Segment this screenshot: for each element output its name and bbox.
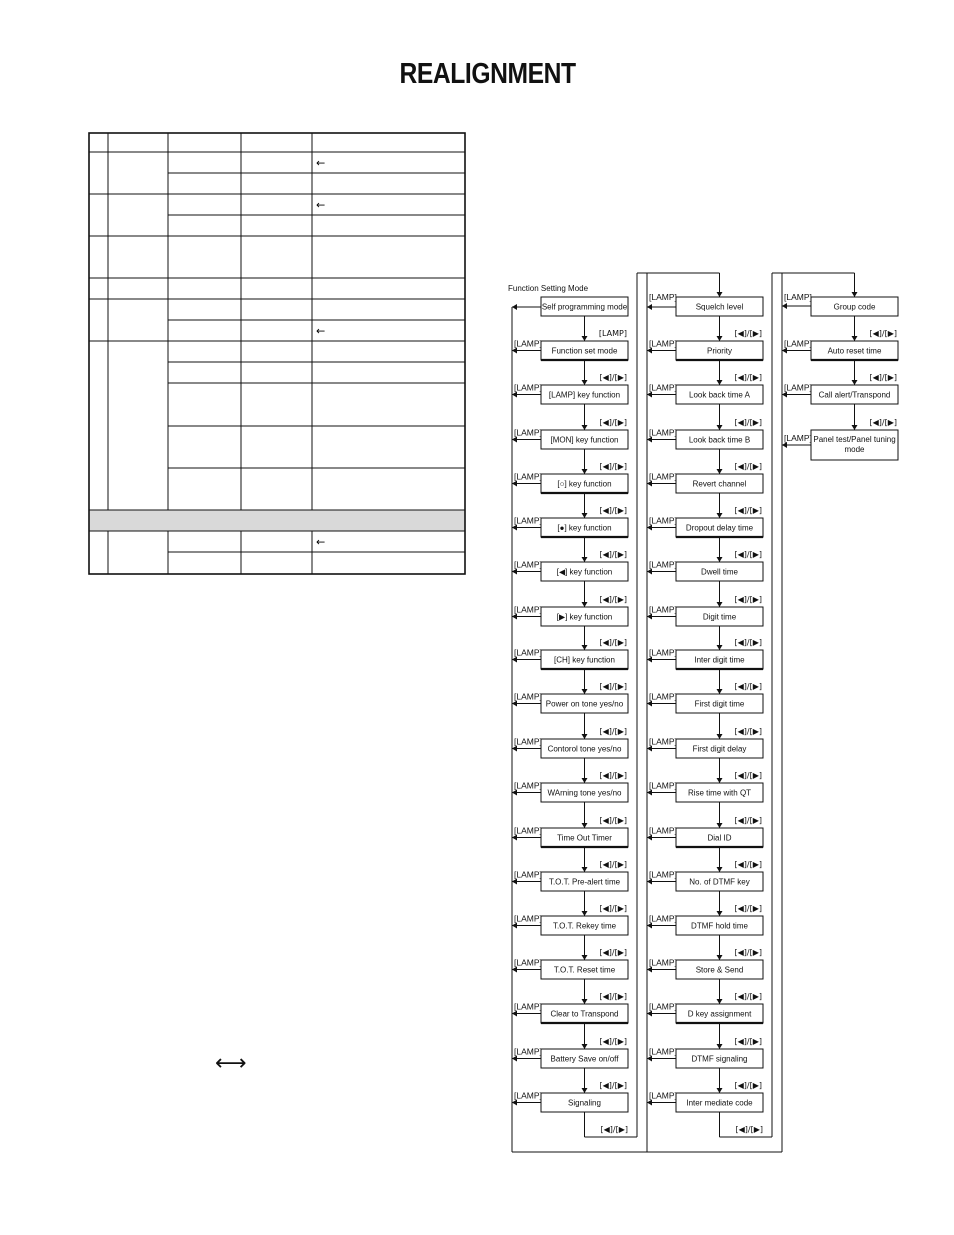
arrow-head-down [717,645,723,650]
function-box-label: First digit delay [692,744,747,754]
arrow-head-down [582,602,588,607]
function-box-label: [LAMP] key function [548,390,621,400]
key-arrows-label: [◀]/[▶] [734,638,762,647]
function-box-label: Look back time B [688,435,751,445]
lamp-label: [LAMP] [514,691,542,702]
key-arrows-label: [◀]/[▶] [599,638,627,647]
key-arrows-label: [◀]/[▶] [599,860,627,869]
function-box-label: Priority [707,346,732,356]
lamp-label: [LAMP] [649,471,677,482]
function-box-label: Contorol tone yes/no [547,744,622,754]
arrow-head-down [717,999,723,1004]
lamp-label: [LAMP] [514,647,542,658]
arrow-head-down [582,513,588,518]
function-box-label: WArning tone yes/no [547,788,622,798]
arrow-head-down [582,645,588,650]
key-arrows-label: [LAMP] [598,329,627,338]
lamp-label: [LAMP] [649,1090,677,1101]
arrow-head-down [717,469,723,474]
lamp-label: [LAMP] [514,957,542,968]
function-box-label: DTMF hold time [691,921,748,931]
arrow-head-down [852,336,858,341]
arrow-head-down [582,1044,588,1049]
key-arrows-label: [◀]/[▶] [869,329,897,338]
function-box-label: Panel test/Panel tuning mode [813,435,896,454]
lamp-label: [LAMP] [514,825,542,836]
function-box-label: Call alert/Transpond [818,390,891,400]
function-box-label: Group code [833,302,876,312]
key-arrows-label: [◀]/[▶] [599,992,627,1001]
key-arrows-label: [◀]/[▶] [734,816,762,825]
lamp-label: [LAMP] [514,1001,542,1012]
lamp-label: [LAMP] [649,559,677,570]
function-box-label: Revert channel [692,479,747,489]
lamp-label: [LAMP] [784,382,812,393]
key-arrows-label: [◀]/[▶] [599,1081,627,1090]
table-left-arrow: ← [316,535,326,549]
lamp-label: [LAMP] [649,1046,677,1057]
key-arrows-label: [◀]/[▶] [734,418,762,427]
arrow-head-down [717,955,723,960]
lamp-label: [LAMP] [649,913,677,924]
key-arrows-label: [◀]/[▶] [599,550,627,559]
function-box-label: [◀] key function [556,567,613,577]
function-box-label: Inter digit time [694,655,745,665]
function-box-label: Squelch level [695,302,744,312]
arrow-head-down [717,336,723,341]
key-arrows-label: [◀]/[▶] [734,550,762,559]
lamp-label: [LAMP] [649,1001,677,1012]
lamp-label: [LAMP] [514,559,542,570]
key-arrows-label: [◀]/[▶] [734,682,762,691]
arrow-head-down [582,911,588,916]
lamp-label: [LAMP] [649,825,677,836]
function-box-label: Inter mediate code [686,1098,753,1108]
lamp-label: [LAMP] [784,292,812,302]
key-arrows-label: [◀]/[▶] [599,904,627,913]
key-arrows-label: [◀]/[▶] [599,948,627,957]
function-box-label: Dropout delay time [685,523,754,533]
function-box-label: First digit time [694,699,745,709]
lamp-label: [LAMP] [514,338,542,349]
function-box-label: Self programming mode [541,302,628,312]
table-left-arrow: ← [316,198,326,212]
arrow-head-down [582,380,588,385]
key-arrows-label: [◀]/[▶] [600,1125,628,1134]
lamp-label: [LAMP] [514,780,542,791]
function-box-label: Auto reset time [827,346,882,356]
arrow-head-down [582,999,588,1004]
key-arrows-label: [◀]/[▶] [734,904,762,913]
function-box-label: Look back time A [689,390,750,400]
function-box-label: [CH] key function [554,655,615,665]
arrow-head-down [717,1088,723,1093]
function-box-label: Battery Save on/off [550,1054,619,1064]
arrow-head-down [717,557,723,562]
key-arrows-label: [◀]/[▶] [599,595,627,604]
function-box-label: T.O.T. Pre-alert time [548,877,621,887]
arrow-head-down [717,734,723,739]
lamp-label: [LAMP] [514,604,542,615]
arrow-head-down [582,1088,588,1093]
arrow-head-down [717,292,723,297]
function-box-label: DTMF signaling [691,1054,748,1064]
key-arrows-label: [◀]/[▶] [599,506,627,515]
arrow-head-down [717,778,723,783]
double-arrow-symbol: ⟷ [215,1051,247,1076]
key-arrows-label: [◀]/[▶] [734,860,762,869]
function-box-label: Signaling [568,1098,601,1108]
key-arrows-label: [◀]/[▶] [734,1081,762,1090]
lamp-label: [LAMP] [514,382,542,393]
arrow-head-down [852,292,858,297]
function-box-label: T.O.T. Rekey time [552,921,617,931]
lamp-label: [LAMP] [649,869,677,880]
lamp-label: [LAMP] [649,780,677,791]
key-arrows-label: [◀]/[▶] [599,682,627,691]
function-box-label: Clear to Transpond [550,1009,619,1019]
key-arrows-label: [◀]/[▶] [599,727,627,736]
arrow-head-left [647,304,652,310]
key-arrows-label: [◀]/[▶] [734,1037,762,1046]
arrow-head-down [717,1044,723,1049]
function-box-label: [▶] key function [556,612,613,622]
lamp-label: [LAMP] [784,338,812,349]
lamp-label: [LAMP] [649,691,677,702]
function-box-label: Digit time [702,612,737,622]
arrow-head-down [582,823,588,828]
function-box-label: [MON] key function [550,435,619,445]
function-box-label: Dwell time [701,567,738,577]
arrow-head-down [582,778,588,783]
key-arrows-label: [◀]/[▶] [599,373,627,382]
key-arrows-label: [◀]/[▶] [599,1037,627,1046]
lamp-label: [LAMP] [514,736,542,747]
lamp-label: [LAMP] [514,515,542,526]
function-box-label: Store & Send [695,965,744,975]
arrow-head-down [717,867,723,872]
key-arrows-label: [◀]/[▶] [599,771,627,780]
table-left-arrow: ← [316,156,326,170]
function-box-label: [●] key function [557,523,612,533]
lamp-label: [LAMP] [784,433,812,443]
lamp-label: [LAMP] [514,1090,542,1101]
lamp-label: [LAMP] [649,957,677,968]
mode-label: Function Setting Mode [508,284,589,293]
function-box-label: No. of DTMF key [689,877,750,887]
lamp-label: [LAMP] [514,913,542,924]
key-arrows-label: [◀]/[▶] [599,462,627,471]
arrow-head-down [582,689,588,694]
arrow-head-down [582,336,588,341]
arrow-head-down [582,734,588,739]
arrow-head-down [717,425,723,430]
arrow-head-down [852,380,858,385]
lamp-label: [LAMP] [514,1046,542,1057]
function-box-label: Function set mode [551,346,618,356]
arrow-head-down [582,557,588,562]
lamp-label: [LAMP] [649,647,677,658]
arrow-head-down [717,380,723,385]
key-arrows-label: [◀]/[▶] [734,506,762,515]
arrow-head-left [512,304,517,310]
table-left-arrow: ← [316,324,326,338]
function-box-label: Rise time with QT [687,788,752,798]
key-arrows-label: [◀]/[▶] [599,816,627,825]
function-box-label: T.O.T. Reset time [553,965,616,975]
key-arrows-label: [◀]/[▶] [734,329,762,338]
lamp-label: [LAMP] [649,382,677,393]
function-box-label: Dial ID [707,833,732,843]
function-box-label: D key assignment [687,1009,752,1019]
key-arrows-label: [◀]/[▶] [599,418,627,427]
arrow-head-down [852,425,858,430]
key-arrows-label: [◀]/[▶] [734,992,762,1001]
function-box-label: [○] key function [557,479,612,489]
key-arrows-label: [◀]/[▶] [734,727,762,736]
arrow-head-down [717,689,723,694]
lamp-label: [LAMP] [649,292,677,302]
lamp-label: [LAMP] [649,604,677,615]
key-arrows-label: [◀]/[▶] [734,595,762,604]
function-box-label: Power on tone yes/no [545,699,624,709]
key-arrows-label: [◀]/[▶] [734,462,762,471]
arrow-head-left [782,303,787,309]
lamp-label: [LAMP] [514,471,542,482]
key-arrows-label: [◀]/[▶] [734,771,762,780]
arrow-head-down [582,425,588,430]
key-arrows-label: [◀]/[▶] [734,948,762,957]
lamp-label: [LAMP] [649,515,677,526]
lamp-label: [LAMP] [649,338,677,349]
lamp-label: [LAMP] [514,427,542,438]
arrow-head-down [582,469,588,474]
key-arrows-label: [◀]/[▶] [869,373,897,382]
arrow-head-down [717,513,723,518]
function-box-label: Time Out Timer [557,833,612,843]
page-title: REALIGNMENT [399,58,576,90]
key-arrows-label: [◀]/[▶] [735,1125,763,1134]
arrow-head-down [717,823,723,828]
key-arrows-label: [◀]/[▶] [869,418,897,427]
arrow-head-down [717,911,723,916]
lamp-label: [LAMP] [514,869,542,880]
arrow-head-down [717,602,723,607]
key-arrows-label: [◀]/[▶] [734,373,762,382]
lamp-label: [LAMP] [649,427,677,438]
arrow-head-down [582,955,588,960]
lamp-label: [LAMP] [649,736,677,747]
arrow-head-down [582,867,588,872]
